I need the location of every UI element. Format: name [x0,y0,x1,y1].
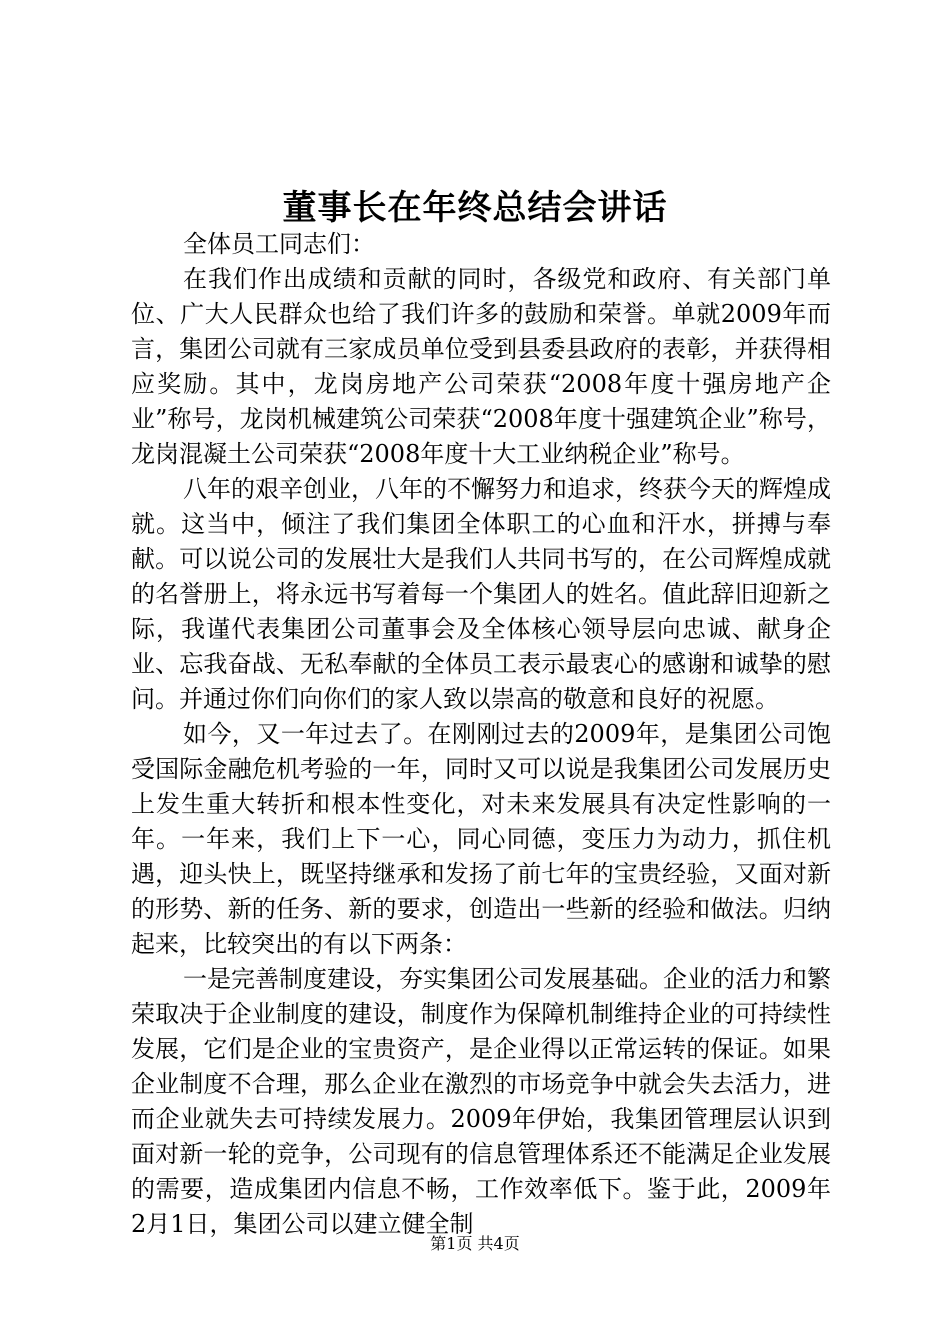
paragraph-4: 一是完善制度建设，夯实集团公司发展基础。企业的活力和繁荣取决于企业制度的建设，制度作为保障机制维持企业的可持续性发展，它们是企业的宝贵资产，是企业得以正常运转的保证。如果企业制度不合理，那么企业在激烈的市场竞争中就会失去活力，进而企业就失去可持续发展力。2009年伊始，我集团管理层认识到面对新一轮的竞争，公司现有的信息管理体系还不能满足企业发展的需要，造成集团内信息不畅，工作效率低下。鉴于此，2009年2月1日，集团公司以建立健全制 [131,965,831,1238]
page-footer: 第1页 共4页 [430,1234,520,1253]
paragraph-1: 在我们作出成绩和贡献的同时，各级党和政府、有关部门单位、广大人民群众也给了我们许多的鼓励和荣誉。单就2009年而言，集团公司就有三家成员单位受到县委县政府的表彰，并获得相应奖励。其中，龙岗房地产公司荣获“2008年度十强房地产企业”称号，龙岗机械建筑公司荣获“2008年度十强建筑企业”称号，龙岗混凝土公司荣获“2008年度十大工业纳税企业”称号。 [131,265,831,468]
document-body [131,227,831,1242]
salutation: 全体员工同志们： [183,230,375,258]
document-title: 董事长在年终总结会讲话 [282,188,668,228]
paragraph-2: 八年的艰辛创业，八年的不懈努力和追求，终获今天的辉煌成就。这当中，倾注了我们集团全体职工的心血和汗水，拼搏与奉献。可以说公司的发展壮大是我们人共同书写的，在公司辉煌成就的名誉册上，将永远书写着每一个集团人的姓名。值此辞旧迎新之际，我谨代表集团公司董事会及全体核心领导层向忠诚、献身企业、忘我奋战、无私奉献的全体员工表示最衷心的感谢和诚挚的慰问。并通过你们向你们的家人致以崇高的敬意和良好的祝愿。 [131,475,831,713]
paragraph-3: 如今，又一年过去了。在刚刚过去的2009年，是集团公司饱受国际金融危机考验的一年，同时又可以说是我集团公司发展历史上发生重大转折和根本性变化，对未来发展具有决定性影响的一年。一年来，我们上下一心，同心同德，变压力为动力，抓住机遇，迎头快上，既坚持继承和发扬了前七年的宝贵经验，又面对新的形势、新的任务、新的要求，创造出一些新的经验和做法。归纳起来，比较突出的有以下两条： [131,720,831,958]
